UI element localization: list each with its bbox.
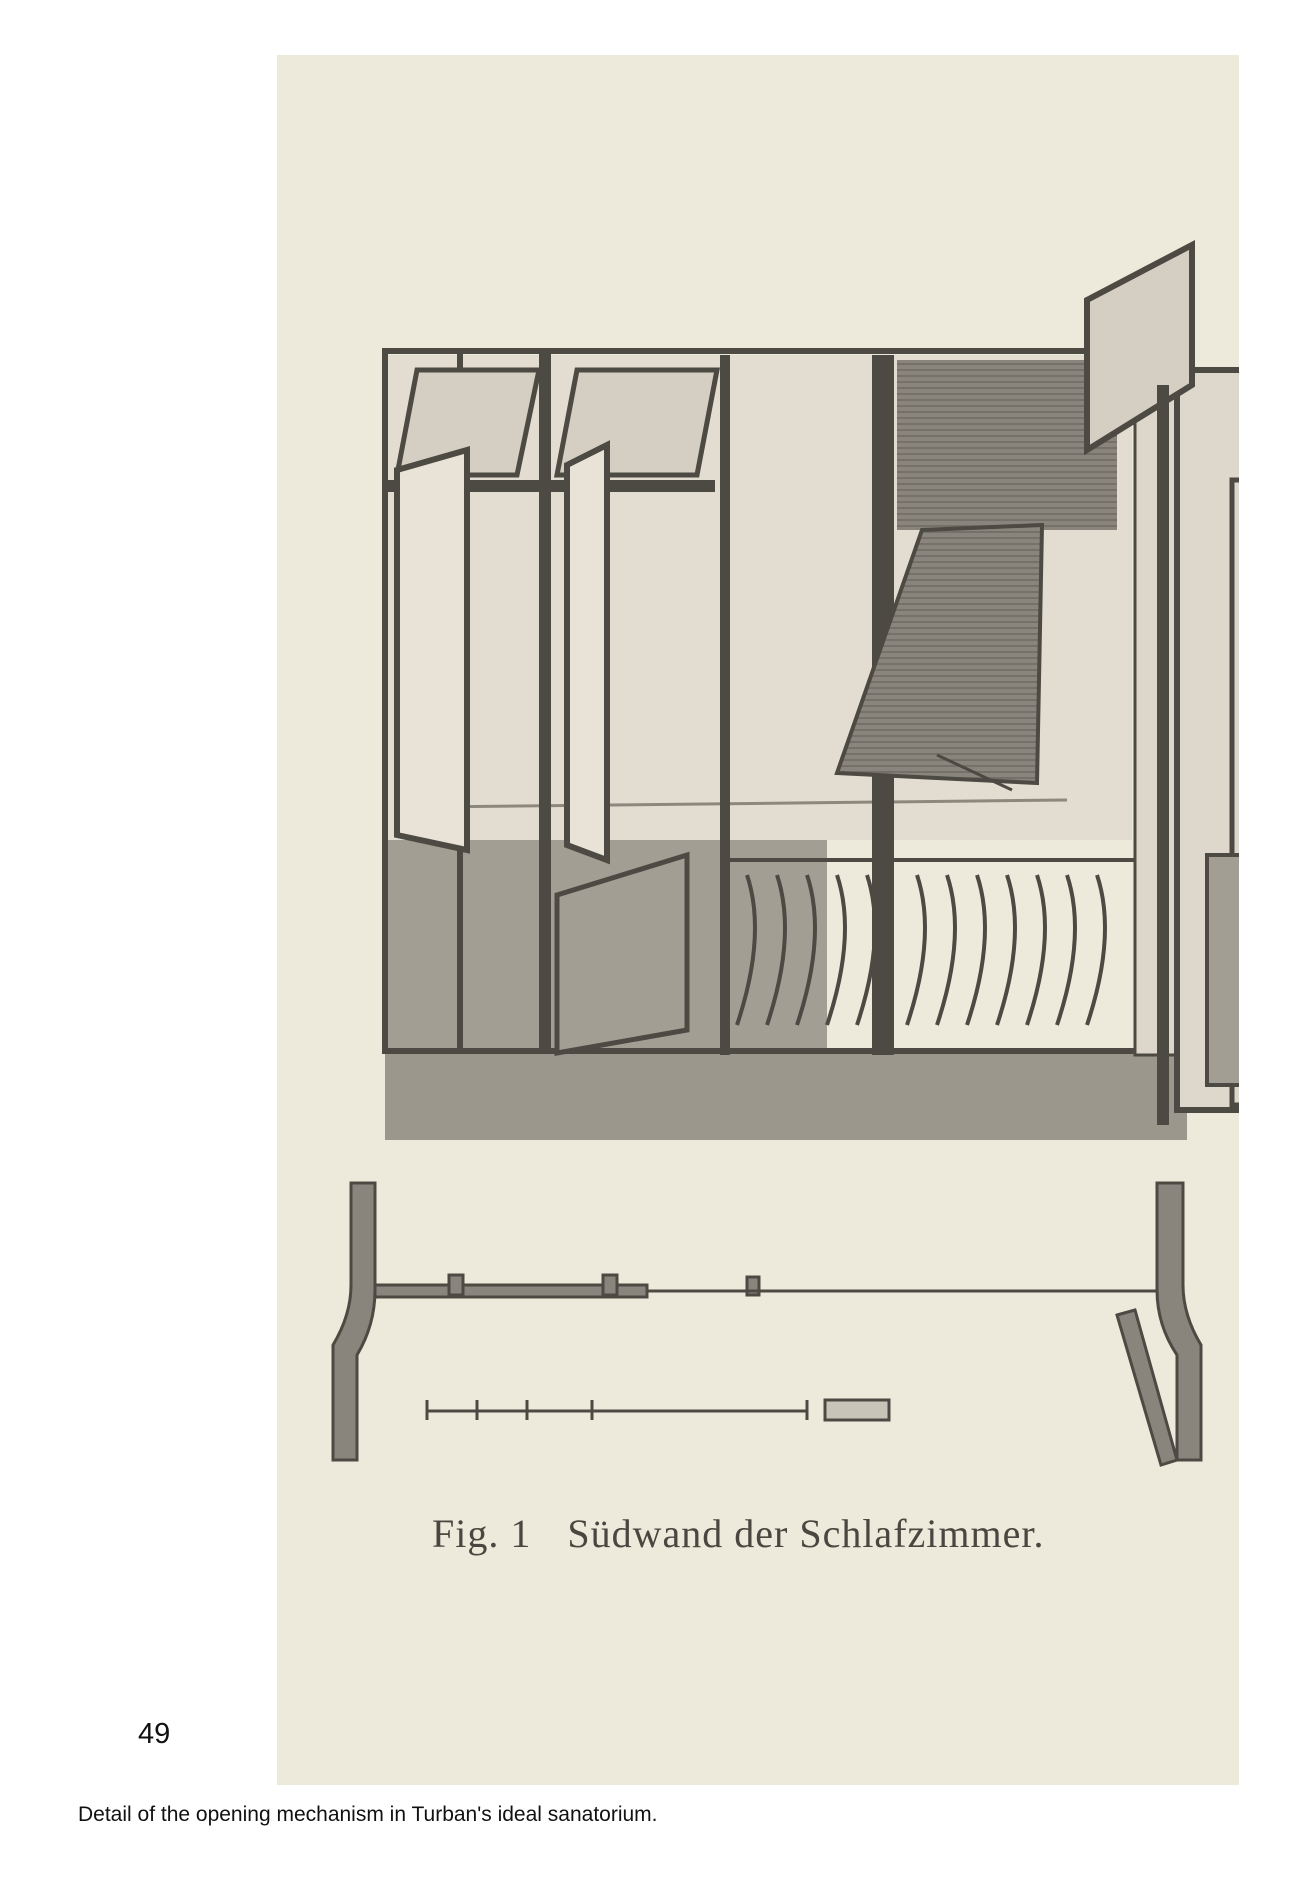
- figure-caption: [432, 1510, 1192, 1557]
- figure-title: Südwand der Schlafzimmer.: [567, 1511, 1045, 1556]
- page-number: 49: [138, 1718, 171, 1750]
- figure-label: Fig. 1: [432, 1511, 532, 1556]
- plan-section: [333, 1183, 1201, 1465]
- image-caption: Detail of the opening mechanism in Turban's ideal sanatorium.: [78, 1803, 658, 1826]
- book-plate: [277, 55, 1239, 1785]
- perspective-view: [385, 245, 1239, 1140]
